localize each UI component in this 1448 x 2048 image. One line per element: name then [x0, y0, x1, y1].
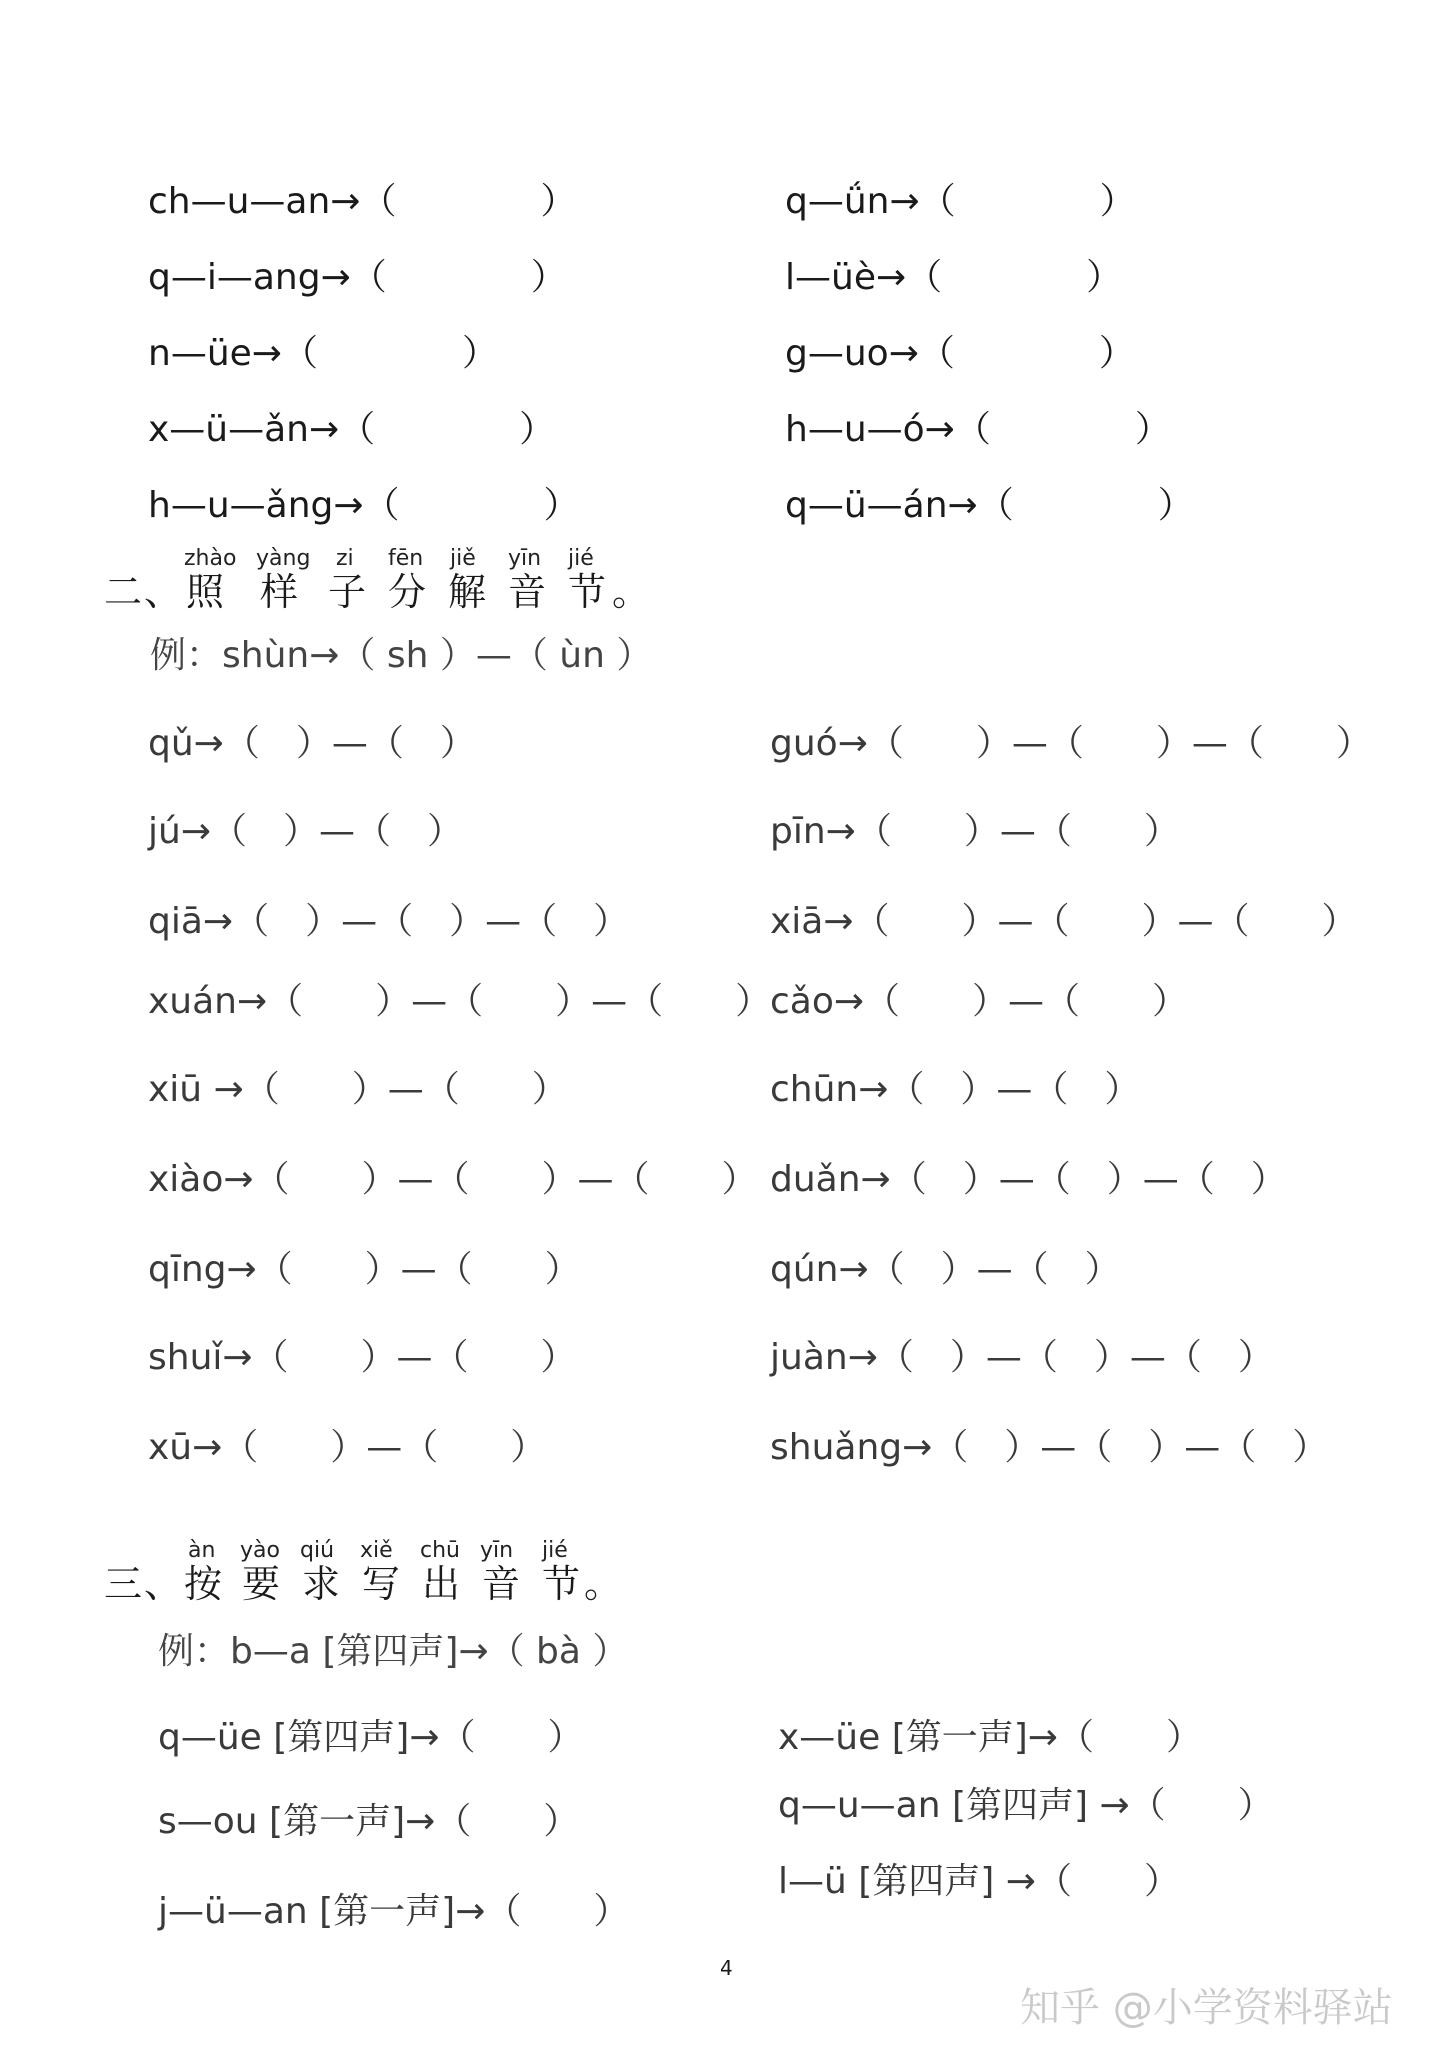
- pinyin-annotation: zi: [336, 546, 354, 571]
- exercise-item: h—u—ǎng→（ ）: [148, 485, 580, 526]
- pinyin-annotation: fēn: [388, 546, 424, 571]
- example-line: 例：shùn→（ sh ）—（ ùn ）: [150, 635, 653, 676]
- heading-char: 解: [448, 570, 489, 614]
- page-number: 4: [720, 1956, 733, 1980]
- exercise-item: jú→（ ）—（ ）: [148, 811, 463, 852]
- pinyin-annotation: xiě: [360, 1538, 393, 1563]
- exercise-item: l—üè→（ ）: [785, 257, 1123, 298]
- exercise-item: q—i—ang→（ ）: [148, 257, 567, 298]
- heading-char: 音: [508, 570, 549, 614]
- exercise-item: q—ü—án→（ ）: [785, 485, 1194, 526]
- heading-char: 求: [302, 1562, 343, 1606]
- heading-char: 。: [612, 570, 653, 614]
- exercise-item: qīng→（ ）—（ ）: [148, 1249, 581, 1290]
- exercise-item: n—üe→（ ）: [148, 333, 498, 374]
- heading-char: 。: [584, 1562, 625, 1606]
- pinyin-annotation: jié: [542, 1538, 568, 1563]
- section-number: 二、: [104, 570, 185, 614]
- heading-char: 样: [260, 570, 301, 614]
- pinyin-annotation: yīn: [508, 546, 542, 571]
- exercise-item: shuǎng→（ ）—（ ）—（ ）: [770, 1427, 1329, 1468]
- heading-char: 节: [542, 1562, 583, 1606]
- pinyin-annotation: jiě: [450, 546, 476, 571]
- exercise-item: xū→（ ）—（ ）: [148, 1427, 547, 1468]
- exercise-item: ch—u—an→（ ）: [148, 181, 577, 222]
- exercise-item: shuǐ→（ ）—（ ）: [148, 1337, 577, 1378]
- pinyin-annotation: jié: [568, 546, 594, 571]
- exercise-item: q—u—an [第四声] →（ ）: [778, 1785, 1274, 1826]
- exercise-item: x—ü—ǎn→（ ）: [148, 409, 556, 450]
- exercise-item: guó→（ ）—（ ）—（ ）: [770, 723, 1372, 764]
- pinyin-annotation: chū: [420, 1538, 460, 1563]
- pinyin-annotation: yào: [240, 1538, 280, 1563]
- pinyin-annotation: àn: [188, 1538, 216, 1563]
- exercise-item: xiū →（ ）—（ ）: [148, 1069, 568, 1110]
- exercise-item: x—üe [第一声]→（ ）: [778, 1717, 1202, 1758]
- exercise-item: xiào→（ ）—（ ）—（ ）: [148, 1159, 758, 1200]
- exercise-item: qún→（ ）—（ ）: [770, 1249, 1121, 1290]
- heading-char: 按: [184, 1562, 225, 1606]
- heading-char: 分: [388, 570, 429, 614]
- section-number: 三、: [104, 1562, 185, 1606]
- pinyin-annotation: yàng: [256, 546, 311, 571]
- exercise-item: duǎn→（ ）—（ ）—（ ）: [770, 1159, 1287, 1200]
- heading-char: 节: [568, 570, 609, 614]
- exercise-item: xiā→（ ）—（ ）—（ ）: [770, 901, 1358, 942]
- heading-char: 子: [328, 570, 369, 614]
- watermark: 知乎 @小学资料驿站: [1020, 1985, 1393, 2031]
- example-line: 例：b—a [第四声]→（ bà ）: [158, 1631, 629, 1672]
- exercise-item: g—uo→（ ）: [785, 333, 1135, 374]
- exercise-item: q—ǘn→（ ）: [785, 181, 1136, 222]
- exercise-item: s—ou [第一声]→（ ）: [158, 1801, 580, 1842]
- exercise-item: j—ü—an [第一声]→（ ）: [158, 1891, 630, 1932]
- pinyin-annotation: yīn: [480, 1538, 514, 1563]
- heading-char: 写: [362, 1562, 403, 1606]
- exercise-item: pīn→（ ）—（ ）: [770, 811, 1180, 852]
- heading-char: 音: [482, 1562, 523, 1606]
- exercise-item: qǔ→（ ）—（ ）: [148, 723, 476, 764]
- exercise-item: juàn→（ ）—（ ）—（ ）: [770, 1337, 1274, 1378]
- pinyin-annotation: zhào: [184, 546, 237, 571]
- exercise-item: qiā→（ ）—（ ）—（ ）: [148, 901, 630, 942]
- exercise-item: cǎo→（ ）—（ ）: [770, 981, 1189, 1022]
- heading-char: 出: [422, 1562, 463, 1606]
- heading-char: 要: [242, 1562, 283, 1606]
- pinyin-annotation: qiú: [300, 1538, 335, 1563]
- exercise-item: chūn→（ ）—（ ）: [770, 1069, 1141, 1110]
- exercise-item: l—ü [第四声] →（ ）: [778, 1861, 1180, 1902]
- exercise-item: h—u—ó→（ ）: [785, 409, 1171, 450]
- exercise-item: xuán→（ ）—（ ）—（ ）: [148, 981, 772, 1022]
- exercise-item: q—üe [第四声]→（ ）: [158, 1717, 584, 1758]
- heading-char: 照: [186, 570, 227, 614]
